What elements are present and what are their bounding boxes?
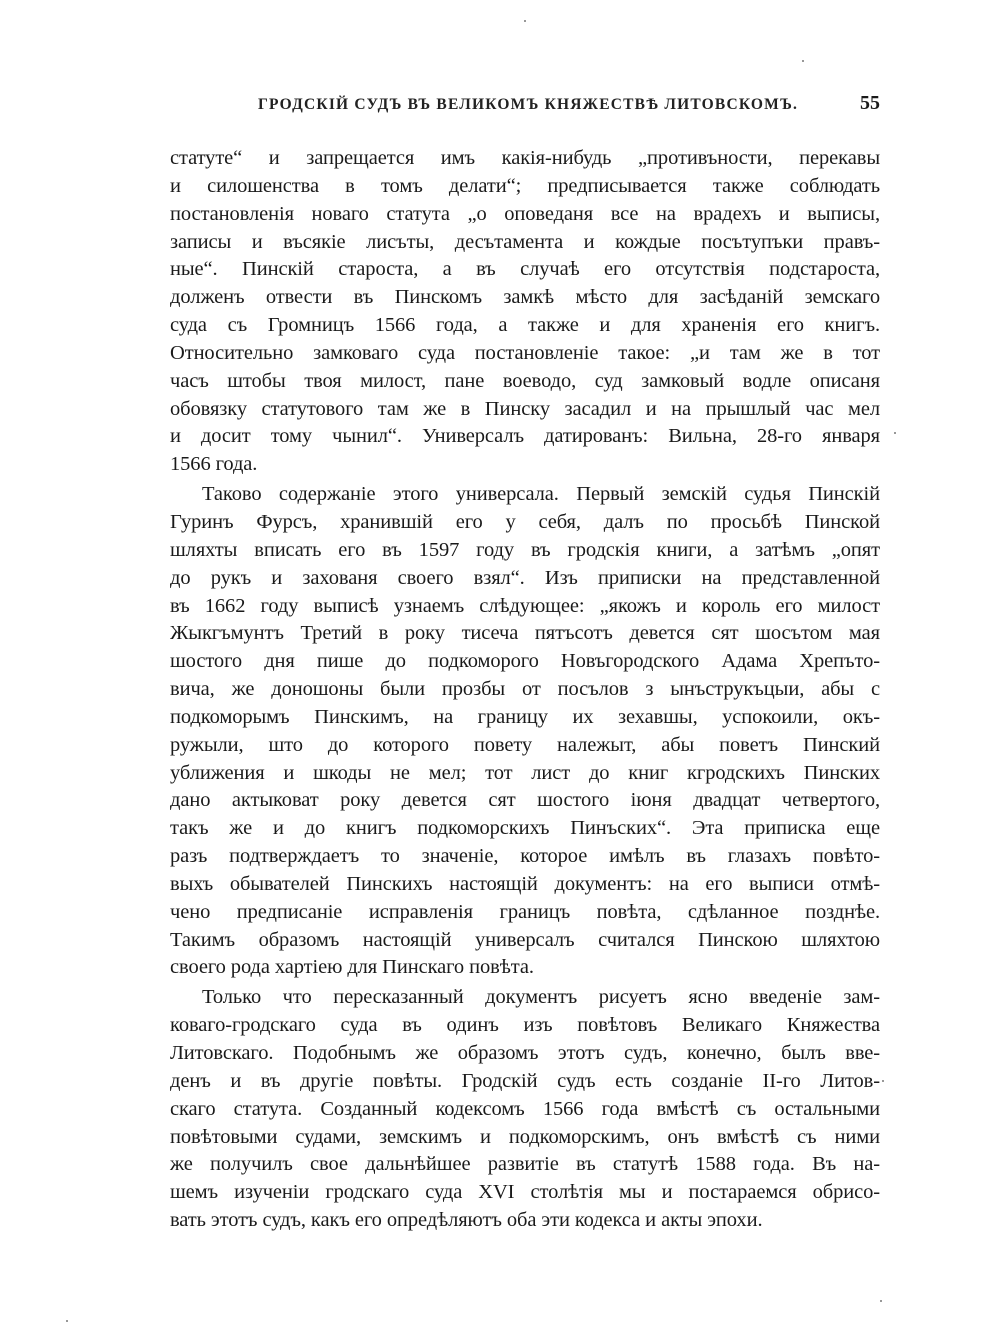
text-line: и силошенства в томъ делати“; предписывается также соблюдать	[170, 174, 880, 197]
text-line: уближения и шкоды не мел; тот лист до книг кгродскихъ Пинских	[170, 761, 880, 784]
scan-speck	[524, 20, 526, 22]
text-line: ружыли, што до которого повету належыт, абы поветъ Пинский	[170, 733, 880, 756]
paragraph	[170, 481, 880, 982]
text-line: вича, же доношоны были прозбы от посълов з ынъструкъцыи, абы с	[170, 678, 880, 701]
text-line: же получилъ свое дальнѣйшее развитіе въ статутѣ 1588 года. Въ на-	[170, 1153, 880, 1176]
text-line: шемъ изученіи гродскаго суда XVI столѣтія мы и постараемся обрисо-	[170, 1181, 880, 1204]
text-line: Таково содержаніе этого универсала. Первый земскій судья Пинскій	[202, 483, 880, 506]
text-line: чено предписаніе исправленія границъ повѣта, сдѣланное позднѣе.	[170, 900, 880, 923]
text-line: шляхты вписать его въ 1597 году въ гродскія книги, а затѣмъ „опят	[170, 538, 880, 561]
text-line: Относительно замковаго суда постановленіе такое: „и там же в тот	[170, 341, 880, 364]
text-line: скаго статута. Созданный кодексомъ 1566 года вмѣстѣ съ остальными	[170, 1097, 880, 1120]
text-line: шостого дня пише до подкоморого Новъгородского Адама Хрепъто-	[170, 650, 880, 673]
text-line: 1566 года.	[170, 453, 258, 476]
text-line: Жыкгъмунтъ Третий в року тисеча пятъсотъ девется сят шосътом мая	[170, 622, 880, 645]
text-line: въ 1662 году выписѣ узнаемъ слѣдующее: „якожъ и король его милост	[170, 594, 880, 617]
text-line: обовязку статутового там же в Пинску засадил и на прышлый час мел	[170, 397, 880, 420]
text-line: вать этотъ судъ, какъ его опредѣляютъ оба эти кодекса и акты эпохи.	[170, 1209, 763, 1232]
text-line: дано актыковат року девется сят шостого іюня двадцат четвертого,	[170, 789, 880, 812]
scan-speck	[802, 60, 804, 62]
text-line: постановленія новаго статута „о оповеданя все на врадехъ и выписы,	[170, 202, 880, 225]
text-line: записы и въсякіе лисъты, десътамента и кождые посътупъки правъ-	[170, 230, 880, 253]
scan-speck	[882, 1080, 884, 1082]
page-header	[258, 92, 880, 118]
text-line: Только что пересказанный документъ рисуетъ ясно введеніе зам-	[202, 986, 880, 1009]
page-body	[170, 145, 880, 1235]
text-line: Такимъ образомъ настоящій универсалъ считался Пинскою шляхтою	[170, 928, 880, 951]
text-line: денъ и въ другіе повѣты. Гродскій судъ есть созданіе II-го Литов-	[170, 1069, 880, 1092]
text-line: суда съ Громницъ 1566 года, а также и для храненія его книгъ.	[170, 314, 880, 337]
text-line: разъ подтверждаетъ то значеніе, которое имѣлъ въ глазахъ повѣто-	[170, 845, 880, 868]
text-line: такъ же и до книгъ подкоморскихъ Пинъских“. Эта приписка еще	[170, 817, 880, 840]
running-title: ГРОДСКІЙ СУДЪ ВЪ ВЕЛИКОМЪ КНЯЖЕСТВѢ ЛИТОВСКОМЪ.	[258, 96, 799, 113]
text-line: выхъ обывателей Пинскихъ настоящій документъ: на его выписи отмѣ-	[170, 872, 880, 895]
text-line: статуте“ и запрещается имъ какія-нибудь „противъности, перекавы	[170, 147, 880, 169]
text-line: до рукъ и захованя своего взял“. Изъ приписки на представленной	[170, 566, 880, 589]
text-line: часъ штобы твоя милост, пане воеводо, суд замковый водле описаня	[170, 369, 880, 392]
text-line: повѣтовыми судами, земскимъ и подкоморскимъ, онъ вмѣстѣ съ ними	[170, 1125, 880, 1148]
scan-speck	[880, 1300, 882, 1302]
paragraph	[170, 984, 880, 1235]
text-line: и досит тому чынил“. Универсалъ датированъ: Вильна, 28-го января	[170, 425, 880, 448]
text-line: подкоморымъ Пинскимъ, на границу их зехавшы, успокоили, окъ-	[170, 705, 880, 728]
text-line: Литовскаго. Подобнымъ же образомъ этотъ судъ, конечно, былъ вве-	[170, 1042, 880, 1064]
text-line: коваго-гродскаго суда въ одинъ изъ повѣтовъ Великаго Княжества	[170, 1014, 880, 1037]
text-line: долженъ отвести въ Пинскомъ замкѣ мѣсто для засѣданій земскаго	[170, 286, 880, 309]
scan-speck	[66, 1320, 68, 1322]
text-line: своего рода хартіею для Пинскаго повѣта.	[170, 956, 534, 979]
text-line: Гуринъ Фурсъ, хранившій его у себя, далъ по просьбѣ Пинской	[170, 510, 880, 533]
paragraph	[170, 145, 880, 479]
text-line: ные“. Пинскій староста, а въ случаѣ его отсутствія подстароста,	[170, 258, 880, 281]
scan-speck	[894, 432, 896, 434]
page-number: 55	[860, 92, 880, 114]
